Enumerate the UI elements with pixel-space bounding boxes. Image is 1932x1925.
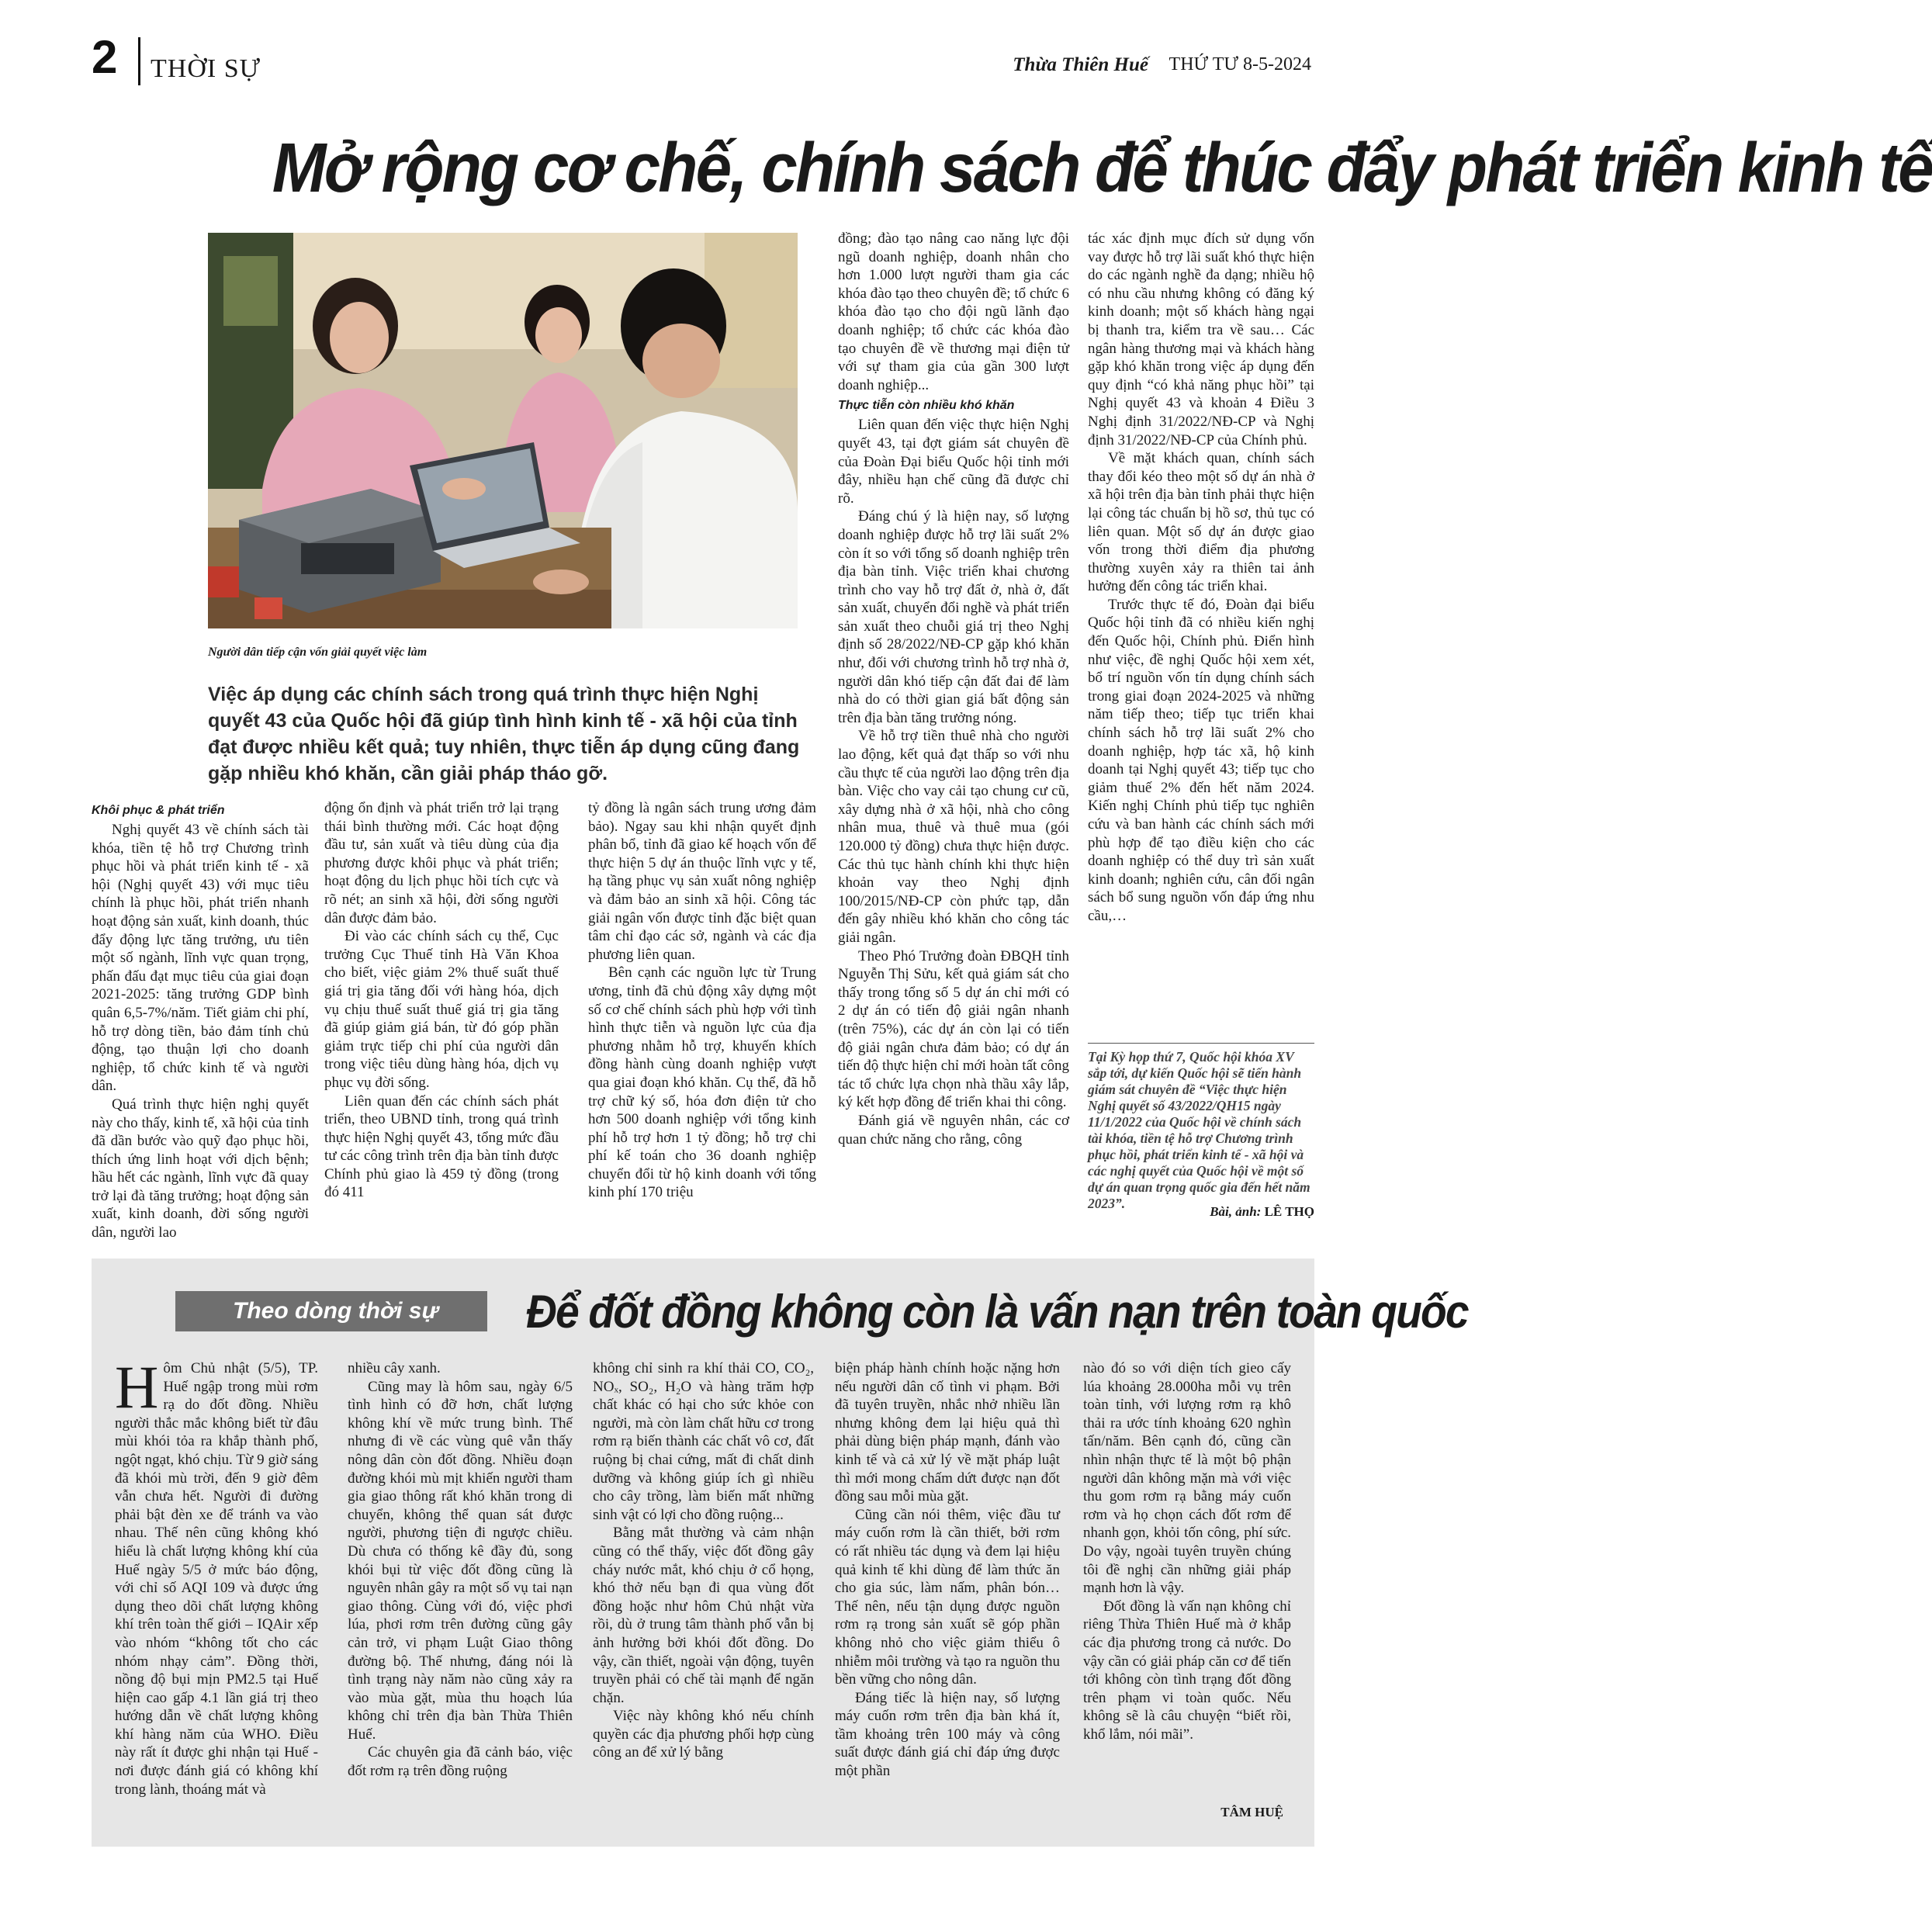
paragraph: không chỉ sinh ra khí thải CO, CO₂, NOₓ, SO₂, H₂O và hàng trăm hợp chất khác có hại cho sức khỏe con người, mà còn làm chất hữu cơ trong rơm rạ biến thành các chất vô cơ, đất ruộng bị chai cứng, mất đi chất dinh dưỡng và không giúp ích gì nhiều cho cây trồng, làm biến mất những sinh vật có lợi cho đồng ruộng... bbox=[593, 1360, 814, 1523]
paragraph: tỷ đồng là ngân sách trung ương đảm bảo). Ngay sau khi nhận quyết định phân bổ, tỉnh đã giao kế hoạch vốn để thực hiện 5 dự án thuộc lĩnh vực y tế, hạ tầng phục vụ sản xuất nông nghiệp và đảm bảo an sinh xã hội. Công tác giải ngân vốn được tỉnh đặc biệt quan tâm chỉ đạo các sở, ngành và các địa phương liên quan. bbox=[588, 800, 816, 963]
paragraph: Trước thực tế đó, Đoàn đại biểu Quốc hội tỉnh đã có nhiều kiến nghị đến Quốc hội, Chính phủ. Điển hình như việc, đề nghị Quốc hội xem xét, bổ trí nguồn vốn tín dụng chính sách trong giai đoạn 2024-2025 và những năm tiếp theo; tiếp tục triển khai chính sách hỗ trợ lãi suất 2% cho doanh nghiệp, hợp tác xã, hộ kinh doanh tại Nghị quyết 43; tiếp tục cho giảm thuế 2% đến hết năm 2024. Kiến nghị Chính phủ tiếp tục nghiên cứu và ban hành các chính sách mới phù hợp để tạo điều kiện cho các doanh nghiệp có thể duy trì sản xuất kinh doanh; nghiên cứu, cân đối ngân sách bổ sung nguồn vốn đáp ứng nhu cầu,… bbox=[1088, 596, 1314, 924]
page-header bbox=[92, 26, 1311, 96]
paragraph: động ổn định và phát triển trở lại trạng thái bình thường mới. Các hoạt động đầu tư, sản xuất và tiêu dùng của địa phương được khôi phục và phát triển; hoạt động du lịch phục hồi tích cực và rõ nét; an sinh xã hội, đời sống người dân được đảm bảo. bbox=[324, 800, 559, 926]
opinion-byline: TÂM HUỆ bbox=[1220, 1805, 1283, 1819]
paragraph: tác xác định mục đích sử dụng vốn vay được hỗ trợ lãi suất khó thực hiện do các ngành nghề đa dạng; nhiều hộ có nhu cầu nhưng không có đăng ký kinh doanh; một số khách hàng ngại bị thanh tra, kiểm tra về sau… Các ngân hàng thương mại và khách hàng gặp khó khăn trong việc áp dụng đến quy định “có khả năng phục hồi” tại Nghị quyết 43 và khoản 4 Điều 3 Nghị định 31/2022/NĐ-CP và Nghị định 31/2022/NĐ-CP của Chính phủ. bbox=[1088, 230, 1314, 448]
paragraph: Bằng mắt thường và cảm nhận cũng có thể thấy, việc đốt đồng gây cháy nước mắt, khó chịu ở cổ họng, khó thở nếu bạn đi qua vùng đốt đồng hoặc như hôm Chủ nhật vừa rồi, dù ở trung tâm thành phố vẫn bị ảnh hưởng bởi khói đốt đồng. Do vậy, cần thiết, ngoài vận động, tuyên truyền phải có chế tài mạnh để ngăn chặn. bbox=[593, 1525, 814, 1706]
byline-author: LÊ THỌ bbox=[1264, 1204, 1314, 1219]
paragraph: Cũng cần nói thêm, việc đầu tư máy cuốn rơm là cần thiết, bởi rơm có rất nhiều tác dụng và đem lại hiệu quả kinh tế khi dùng để làm thức ăn cho gia súc, làm nấm, phân bón… Thế nên, nếu tận dụng được nguồn rơm rạ trong sản xuất sẽ góp phần không nhỏ cho việc giảm thiểu ô nhiễm môi trường và tạo ra nguồn thu bền vững cho nông dân. bbox=[835, 1506, 1060, 1688]
opinion-column-3 bbox=[593, 1359, 814, 1825]
paragraph: nhiều cây xanh. bbox=[348, 1360, 441, 1376]
paragraph: nào đó so với diện tích gieo cấy lúa khoảng 28.000ha mỗi vụ trên toàn tỉnh, với lượng rơm rạ khô thải ra ước tính khoảng 620 nghìn tấn/năm. Bên cạnh đó, cũng cần nhìn nhận thực tế là một bộ phận người dân không mặn mà với việc thu gom rơm rạ bằng máy cuốn rơm và họ chọn cách đốt rơm để nhanh gọn, khỏi tốn công, phí sức. Do vậy, ngoài tuyên truyền chúng tôi đề nghị cần những giải pháp mạnh hơn là vậy. bbox=[1083, 1360, 1291, 1597]
paragraph: đồng; đào tạo nâng cao năng lực đội ngũ doanh nghiệp, doanh nhân cho hơn 1.000 lượt người tham gia các khóa đào tạo theo chuyên đề; tổ chức 6 khóa đào tạo cho đội ngũ lãnh đạo doanh nghiệp; tổ chức các khóa đào tạo chuyên đề về thương mại điện tử với sự tham gia của gần 300 lượt doanh nghiệp... bbox=[838, 230, 1069, 393]
photo-caption: Người dân tiếp cận vốn giải quyết việc làm bbox=[208, 646, 428, 659]
page-number: 2 bbox=[92, 31, 118, 83]
paragraph: Về hỗ trợ tiền thuê nhà cho người lao động, kết quả đạt thấp so với nhu cầu thực tế của người lao động trên địa bàn. Việc cho vay cải tạo chung cư cũ, xây dựng nhà ở xã hội, nhà cho công nhân mua, thuê và thuê mua (gói 120.000 tỷ đồng) chưa thực hiện được. Các thủ tục hành chính khi thực hiện khoản vay theo Nghị định 100/2015/NĐ-CP còn phức tạp, dẫn đến gây nhiều khó khăn cho công tác giải ngân. bbox=[838, 728, 1069, 946]
opinion-column-5 bbox=[1083, 1359, 1291, 1825]
subheading: Khôi phục & phát triển bbox=[92, 804, 225, 817]
paragraph: Liên quan đến việc thực hiện Nghị quyết 43, tại đợt giám sát chuyên đề của Đoàn Đại biểu Quốc hội tỉnh mới đây, nhiều hạn chế cũng đã được chỉ rõ. bbox=[838, 417, 1069, 507]
paragraph: Việc này không khó nếu chính quyền các địa phương phối hợp cùng công an để xử lý bằng bbox=[593, 1708, 814, 1761]
article-lede: Việc áp dụng các chính sách trong quá trình thực hiện Nghị quyết 43 của Quốc hội đã giúp tình hình kinh tế - xã hội của tỉnh đạt được nhiều kết quả; tuy nhiên, thực tiễn áp dụng cũng đang gặp nhiều khó khăn, cần giải pháp tháo gỡ. bbox=[208, 684, 800, 784]
opinion-column-1 bbox=[115, 1353, 318, 1825]
paragraph: Đi vào các chính sách cụ thể, Cục trưởng Cục Thuế tỉnh Hà Văn Khoa cho biết, việc giảm 2% thuế suất thuế giá trị gia tăng đối với hàng hóa, dịch vụ chịu thuế suất thuế giá trị gia tăng đã giúp giảm giá bán, từ đó góp phần giảm trực tiếp chi phí của người dân trong việc tiêu dùng hàng hóa, dịch vụ phục vụ đời sống. bbox=[324, 928, 559, 1091]
paragraph: Bên cạnh các nguồn lực từ Trung ương, tỉnh đã chủ động xây dựng một số cơ chế chính sách phù hợp với tình hình thực tiễn và nguồn lực của địa phương nhằm hỗ trợ, khuyến khích đồng hành cùng doanh nghiệp vượt qua giai đoạn khó khăn. Cụ thể, đã hỗ trợ chữ ký số, hóa đơn điện tử cho hơn 500 doanh nghiệp với tổng kinh phí hỗ trợ hơn 1 tỷ đồng; hỗ trợ chi phí kế toán cho 36 doanh nghiệp chuyển đổi từ hộ kinh doanh với tổng kinh phí 170 triệu bbox=[588, 964, 816, 1201]
header-divider bbox=[138, 37, 140, 85]
editor-note: Tại Kỳ họp thứ 7, Quốc hội khóa XV sắp tới, dự kiến Quốc hội sẽ tiến hành giám sát chuyên đề “Việc thực hiện Nghị quyết số 43/2022/QH15 ngày 11/1/2022 của Quốc hội về chính sách tài khóa, tiền tệ hỗ trợ Chương trình phục hồi, phát triển kinh tế - xã hội và các nghị quyết của Quốc hội về một số dự án quan trọng quốc gia đến hết năm 2023”. bbox=[1088, 1049, 1311, 1211]
article-column-2 bbox=[324, 799, 559, 1227]
paragraph: Theo Phó Trưởng đoàn ĐBQH tỉnh Nguyễn Thị Sửu, kết quả giám sát cho thấy trong tổng số 5 dự án chỉ mới có 2 dự án có tiến độ giải ngân nhanh (trên 75%), các dự án còn lại có tiến độ giải ngân chưa đảm bảo; có dự án tiến độ thực hiện chỉ mới hoàn tất công tác tổ chức lựa chọn nhà thầu xây lắp, ký kết hợp đồng để triển khai thi công. bbox=[838, 947, 1069, 1111]
paragraph: Nghị quyết 43 về chính sách tài khóa, tiền tệ hỗ trợ Chương trình phục hồi và phát triển kinh tế - xã hội (Nghị quyết 43) với mục tiêu chính là phục hồi, phát triển nhanh hoạt động sản xuất, kinh doanh, thúc đẩy động lực tăng trưởng, ưu tiên một số ngành, lĩnh vực quan trọng, phấn đấu đạt mục tiêu của giai đoạn 2021-2025: tăng trưởng GDP bình quân 6,5-7%/năm. Tiết giảm chi phí, hỗ trợ dòng tiền, bảo đảm tính chủ động, tạo thuận lợi cho doanh nghiệp, tổ chức kinh tế và người dân. bbox=[92, 822, 309, 1095]
drop-cap: H bbox=[115, 1353, 159, 1421]
article-photo bbox=[208, 233, 798, 628]
paragraph: Cũng may là hôm sau, ngày 6/5 tình hình có đỡ hơn, chất lượng không khí về mức trung bình. Thế nhưng đi về các vùng quê vẫn thấy nông dân còn đốt đồng. Nhiều đoạn đường khói mù mịt khiến người tham gia giao thông rất khó khăn trong di chuyển, không thể quan sát được người, phương tiện đi ngược chiều. Dù chưa có thống kê đầy đủ, song khói bụi từ việc đốt đồng cũng là nguyên nhân gây ra một số vụ tai nạn giao thông. Cùng với đó, việc phơi lúa, phơi rơm trên đường cũng gây cản trở, vi phạm Luật Giao thông đường bộ. Thế nhưng, đáng nói là tình trạng này năm nào cũng xảy ra vào mùa gặt, mùa thu hoạch lúa không chỉ trên địa bàn Thừa Thiên Huế. bbox=[348, 1378, 573, 1743]
main-headline: Mở rộng cơ chế, chính sách để thúc đẩy phát triển kinh tế bbox=[272, 130, 1932, 207]
note-divider bbox=[1088, 1043, 1314, 1044]
article-byline bbox=[1088, 1204, 1314, 1220]
paragraph: Liên quan đến các chính sách phát triển, theo UBND tỉnh, trong quá trình thực hiện Nghị quyết 43, tổng mức đầu tư các công trình trên địa bàn tỉnh được Chính phủ giao là 459 tỷ đồng (trong đó 411 bbox=[324, 1092, 559, 1201]
opinion-column-2 bbox=[348, 1359, 573, 1825]
section-name: THỜI SỰ bbox=[151, 54, 261, 83]
paragraph: Đánh giá về nguyên nhân, các cơ quan chức năng cho rằng, công bbox=[838, 1112, 1069, 1148]
article-column-1 bbox=[92, 799, 309, 1241]
issue-date: THỨ TƯ 8-5-2024 bbox=[1169, 54, 1311, 74]
paragraph: Quá trình thực hiện nghị quyết này cho thấy, kinh tế, xã hội của tỉnh đã dần bước vào quỹ đạo phục hồi, thích ứng linh hoạt với dịch bệnh; hầu hết các ngành, lĩnh vực đã quay trở lại đà tăng trưởng; hoạt động sản xuất, kinh doanh, đời sống người dân, người lao bbox=[92, 1096, 309, 1241]
subheading: Thực tiễn còn nhiều khó khăn bbox=[838, 399, 1015, 413]
opinion-column-4 bbox=[835, 1359, 1060, 1825]
paragraph-text: ôm Chủ nhật (5/5), TP. Huế ngập trong mùi rơm rạ do đốt đồng. Nhiều người thắc mắc không biết từ đâu mùi khói tỏa ra khắp thành phố, ngột ngạt, khó chịu. Từ 9 giờ sáng đã khói mù trời, đến 9 giờ đêm vẫn chưa hết. Người đi đường phải bật đèn xe để tránh va vào nhau. Thế nên cũng không khó hiểu là chất lượng không khí của Huế ngày 5/5 ở mức báo động, với chỉ số AQI 109 và được ứng dụng theo dõi chất lượng không khí trên toàn thế giới – IQAir xếp vào nhóm “không tốt cho các nhóm nhạy cảm”. Đồng thời, nồng độ bụi mịn PM2.5 tại Huế hiện cao gấp 4.1 lần giá trị theo hướng dẫn về chất lượng không khí hàng năm của WHO. Điều này rất ít được ghi nhận tại Huế - nơi được đánh giá có không khí trong lành, thoáng mát và bbox=[115, 1360, 318, 1798]
kicker-label: Theo dòng thời sự bbox=[233, 1298, 438, 1324]
article-column-3 bbox=[588, 799, 816, 1227]
byline-label: Bài, ảnh: bbox=[1210, 1204, 1262, 1219]
paragraph bbox=[115, 1353, 318, 1799]
article-column-5 bbox=[1088, 230, 1314, 928]
paragraph: Về mặt khách quan, chính sách thay đổi kéo theo một số dự án nhà ở xã hội trên địa bàn tỉnh phải thực hiện lại công tác chuẩn bị hồ sơ, thủ tục có liên quan. Một số dự án được giao vốn trong thời điểm địa phương thường xuyên xảy ra thiên tai ảnh hưởng đến công tác triển khai. bbox=[1088, 450, 1314, 595]
paragraph: Các chuyên gia đã cảnh báo, việc đốt rơm rạ trên đồng ruộng bbox=[348, 1744, 573, 1780]
kicker-bar bbox=[175, 1291, 487, 1331]
opinion-box bbox=[92, 1259, 1468, 1847]
newspaper-name: Thừa Thiên Huế bbox=[1013, 54, 1148, 75]
article-column-4 bbox=[838, 230, 1069, 1231]
paragraph: biện pháp hành chính hoặc nặng hơn nếu người dân cố tình vi phạm. Bởi đã tuyên truyền, nhắc nhở nhiều lần nhưng không đem lại hiệu quả thì phải dùng biện pháp mạnh, đánh vào kinh tế và cả xử lý về mặt pháp luật thì mới mong chấm dứt được nạn đốt đồng sau mỗi mùa gặt. bbox=[835, 1360, 1060, 1505]
paragraph: Đáng tiếc là hiện nay, số lượng máy cuốn rơm trên địa bàn khá ít, tầm khoảng trên 100 máy và công suất được đánh giá chỉ đáp ứng được một phần bbox=[835, 1689, 1060, 1780]
paragraph: Đốt đồng là vấn nạn không chỉ riêng Thừa Thiên Huế mà ở khắp các địa phương trong cả nước. Do vậy cần có giải pháp căn cơ để tiến tới không còn tình trạng đốt đồng trên phạm vi toàn quốc. Nếu không sẽ là câu chuyện “biết rồi, khổ lắm, nói mãi”. bbox=[1083, 1598, 1291, 1743]
paragraph: Đáng chú ý là hiện nay, số lượng doanh nghiệp được hỗ trợ lãi suất 2% còn ít so với tổng số doanh nghiệp trên địa bàn tỉnh. Việc triển khai chương trình cho vay hỗ trợ đất ở, nhà ở, đất sản xuất, chuyển đổi nghề và phát triển sản xuất theo chuỗi giá trị theo Nghị định số 28/2022/NĐ-CP gặp khó khăn như, đối với chương trình hỗ trợ nhà ở, người dân khó tiếp cận đất đai để làm nhà do có thời gian giá bất động sản trên địa bàn tăng trưởng nóng. bbox=[838, 508, 1069, 726]
opinion-headline: Để đốt đồng không còn là vấn nạn trên toàn quốc bbox=[526, 1286, 1468, 1338]
